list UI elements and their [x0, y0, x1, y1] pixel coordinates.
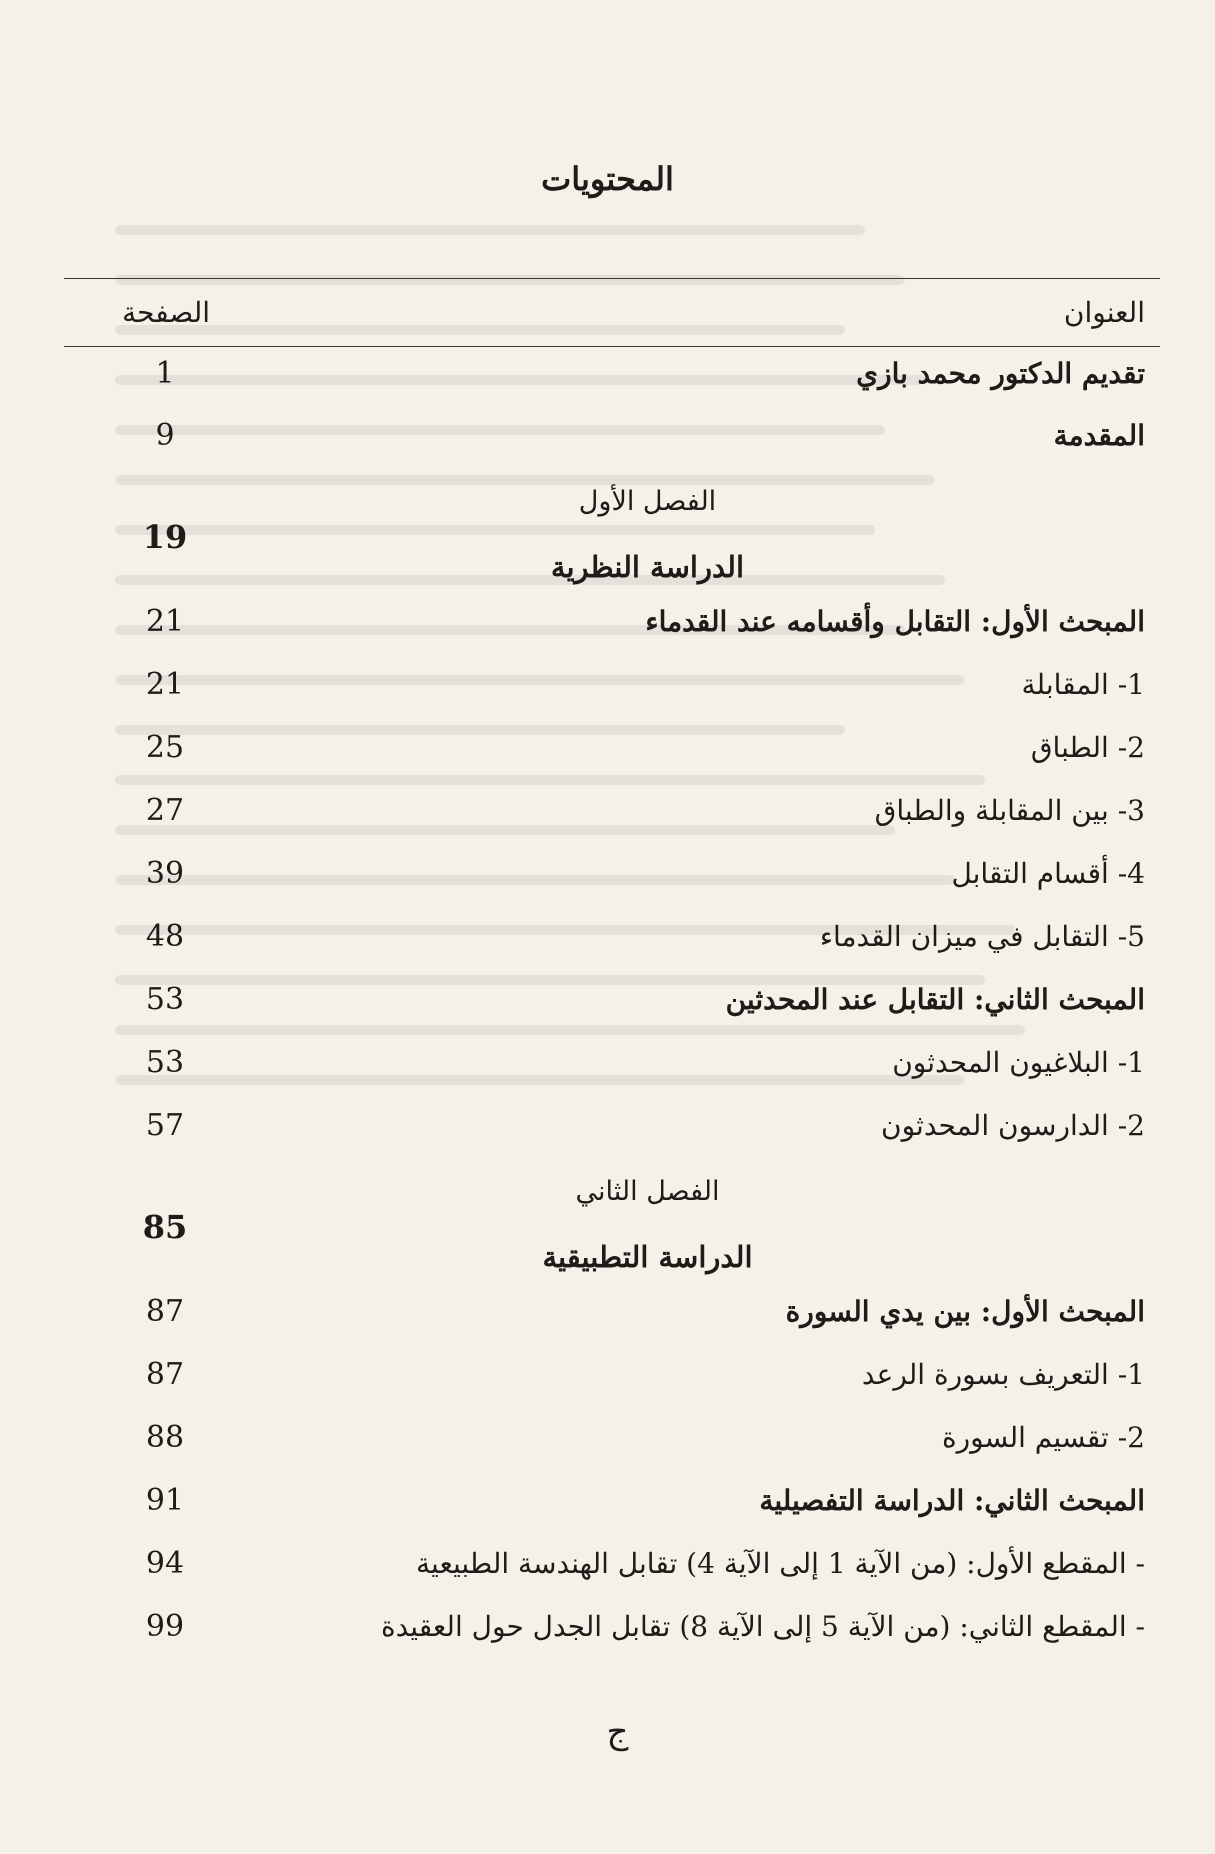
toc-entry-label: 5- التقابل في ميزان القدماء: [819, 920, 1145, 953]
toc-entry[interactable]: [0, 1290, 1215, 1340]
toc-entry[interactable]: [0, 978, 1215, 1028]
page-folio: ج: [606, 1712, 629, 1752]
header-top-rule: [64, 278, 1160, 279]
toc-entry-page: 9: [155, 418, 175, 453]
toc-entry[interactable]: [0, 1542, 1215, 1592]
toc-entry[interactable]: [0, 915, 1215, 965]
toc-entry-label: 4- أقسام التقابل: [951, 857, 1145, 890]
toc-entry[interactable]: [0, 1479, 1215, 1529]
toc-entry-page: 39: [145, 856, 185, 891]
chapter-page: 19: [142, 518, 188, 556]
toc-entry-page: 94: [145, 1546, 185, 1581]
toc-entry-label: 1- المقابلة: [1021, 668, 1145, 701]
toc-entry-page: 1: [155, 356, 175, 391]
toc-entry-page: 48: [145, 919, 185, 954]
toc-entry[interactable]: [0, 663, 1215, 713]
chapter-subtitle: الدراسة النظرية: [550, 550, 745, 584]
toc-entry-page: 53: [145, 1045, 185, 1080]
toc-entry-label: المبحث الثاني: الدراسة التفصيلية: [759, 1484, 1145, 1517]
chapter-subtitle: الدراسة التطبيقية: [542, 1240, 753, 1274]
toc-entry-page: 53: [145, 982, 185, 1017]
toc-entry-label: المبحث الأول: بين يدي السورة: [785, 1295, 1145, 1328]
toc-entry-label: المبحث الثاني: التقابل عند المحدثين: [725, 983, 1145, 1016]
toc-entry-label: 2- الدارسون المحدثون: [881, 1109, 1145, 1142]
chapter-page: 85: [142, 1208, 188, 1246]
toc-entry-page: 88: [145, 1420, 185, 1455]
chapter-title: الفصل الثاني: [575, 1176, 720, 1207]
toc-entry-label: 1- البلاغيون المحدثون: [892, 1046, 1145, 1079]
toc-entry-page: 57: [145, 1108, 185, 1143]
toc-entry-label: المبحث الأول: التقابل وأقسامه عند القدماء: [645, 605, 1145, 638]
toc-entry-page: 21: [145, 604, 185, 639]
toc-entry-label: 3- بين المقابلة والطباق: [874, 794, 1145, 827]
toc-entry[interactable]: [0, 352, 1215, 402]
toc-entry-page: 87: [145, 1294, 185, 1329]
chapter-title: الفصل الأول: [578, 486, 717, 517]
toc-entry-label: 1- التعريف بسورة الرعد: [861, 1358, 1145, 1391]
toc-entry[interactable]: [0, 600, 1215, 650]
page-title: المحتويات: [541, 160, 674, 198]
toc-entry-page: 99: [145, 1609, 185, 1644]
toc-entry[interactable]: [0, 1041, 1215, 1091]
toc-entry-page: 91: [145, 1483, 185, 1518]
toc-entry[interactable]: [0, 1416, 1215, 1466]
toc-entry-page: 25: [145, 730, 185, 765]
toc-entry-label: - المقطع الأول: (من الآية 1 إلى الآية 4) تقابل الهندسة الطبيعية: [416, 1547, 1145, 1580]
column-header-title: العنوان: [1063, 296, 1145, 329]
toc-entry[interactable]: [0, 852, 1215, 902]
toc-entry[interactable]: [0, 1353, 1215, 1403]
toc-entry-label: تقديم الدكتور محمد بازي: [856, 357, 1145, 390]
toc-entry-page: 87: [145, 1357, 185, 1392]
header-bottom-rule: [64, 346, 1160, 347]
toc-entry[interactable]: [0, 414, 1215, 464]
toc-entry-page: 27: [145, 793, 185, 828]
toc-entry[interactable]: [0, 789, 1215, 839]
column-header-page: الصفحة: [122, 296, 210, 329]
toc-entry-label: - المقطع الثاني: (من الآية 5 إلى الآية 8) تقابل الجدل حول العقيدة: [380, 1610, 1145, 1643]
toc-entry[interactable]: [0, 1605, 1215, 1655]
toc-entry-label: المقدمة: [1053, 419, 1145, 452]
toc-entry-page: 21: [145, 667, 185, 702]
toc-entry-label: 2- الطباق: [1030, 731, 1145, 764]
toc-entry-label: 2- تقسيم السورة: [941, 1421, 1145, 1454]
toc-entry[interactable]: [0, 726, 1215, 776]
toc-entry[interactable]: [0, 1104, 1215, 1154]
